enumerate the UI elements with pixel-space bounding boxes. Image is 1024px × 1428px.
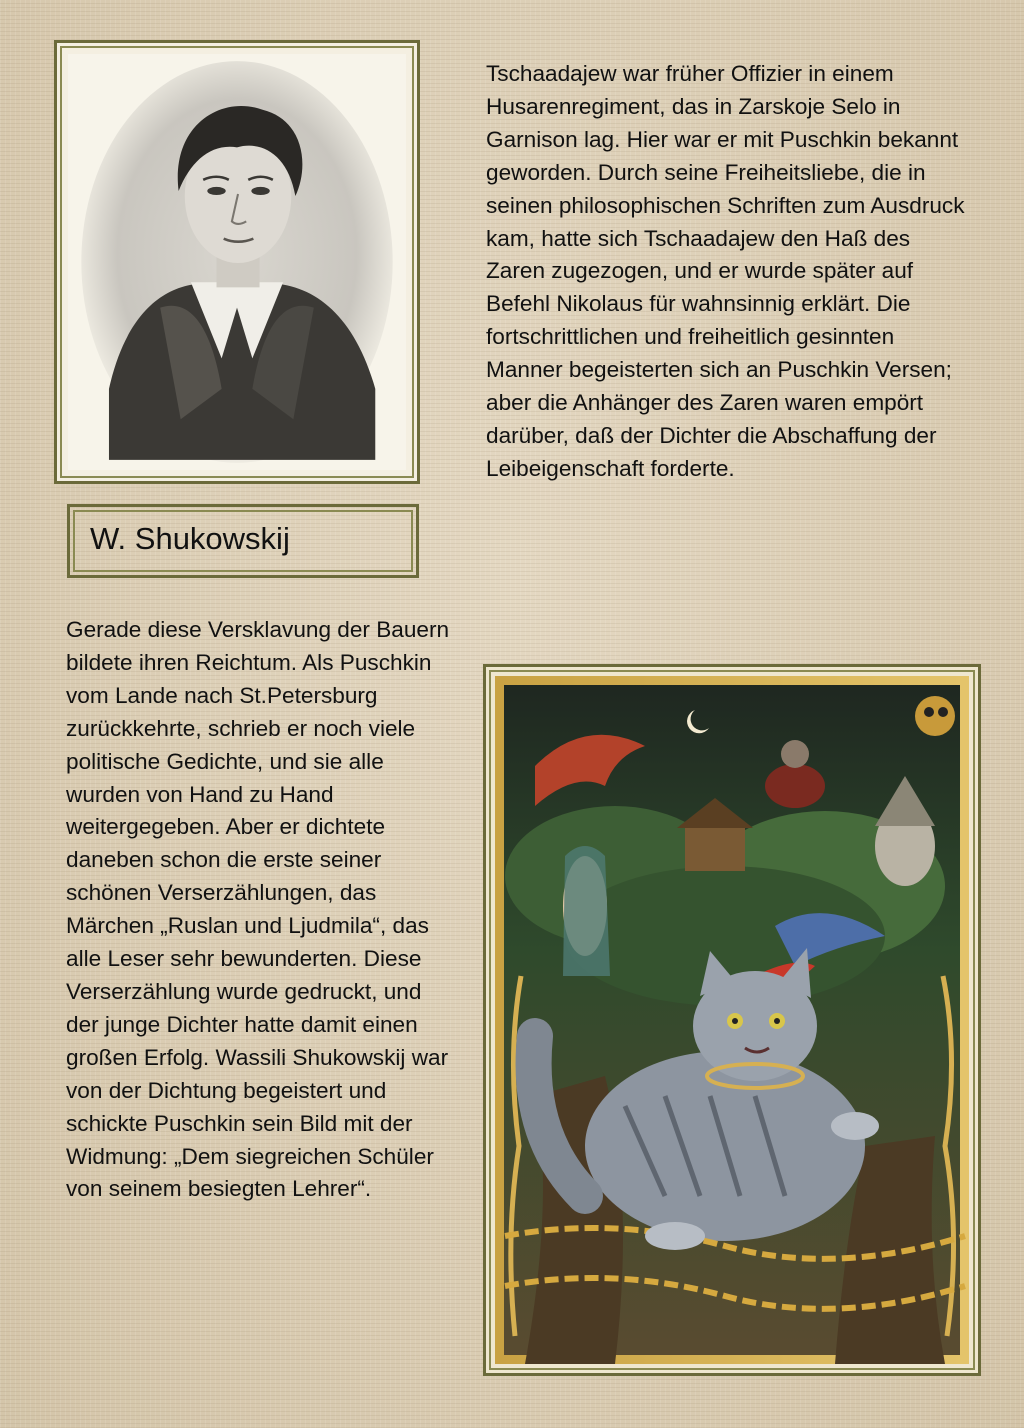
right-paragraph: Tschaadajew war früher Offizier in einem Husarenregiment, das in Zarskoje Selo in Garnison lag. Hier war er mit Puschkin bekannt geworden. Durch seine Freiheitsliebe, die in seinen philosophischen Schriften zum Ausdruck kam, hatte sich Tschaadajew den Haß des Zaren zugezogen, und er wurde später auf Befehl Nikolaus für wahnsinnig erklärt. Die fortschrittlichen und freiheitlich gesinnten Manner begeisterten sich an Puschkin Versen; aber die Anhänger des Zaren waren empört darüber, daß der Dichter die Abschaffung der Leibeigenschaft forderte. xyxy=(486,61,965,481)
illustration-frame xyxy=(483,664,981,1376)
portrait-frame xyxy=(54,40,420,484)
portrait-image xyxy=(68,54,406,470)
left-paragraph: Gerade diese Versklavung der Bauern bildete ihren Reichtum. Als Puschkin vom Lande nach St.Petersburg zurückkehrte, schrieb er noch viele politische Gedichte, und sie alle wurden von Hand zu Hand weitergegeben. Aber er dichtete daneben schon die erste seiner schönen Verserzählungen, das Märchen „Ruslan und Ljudmila“, das alle Leser sehr bewunderten. Diese Verserzählung wurde gedruckt, und der junge Dichter hatte damit einen großen Erfolg. Wassili Shukowskij war von der Dichtung begeistert und schickte Puschkin sein Bild mit der Widmung: „Dem siegreichen Schüler von seinem besiegten Lehrer“. xyxy=(66,617,450,1202)
portrait-caption: W. Shukowskij xyxy=(90,521,290,556)
portrait-caption-box xyxy=(67,504,419,578)
fairy-tale-illustration xyxy=(495,676,969,1364)
